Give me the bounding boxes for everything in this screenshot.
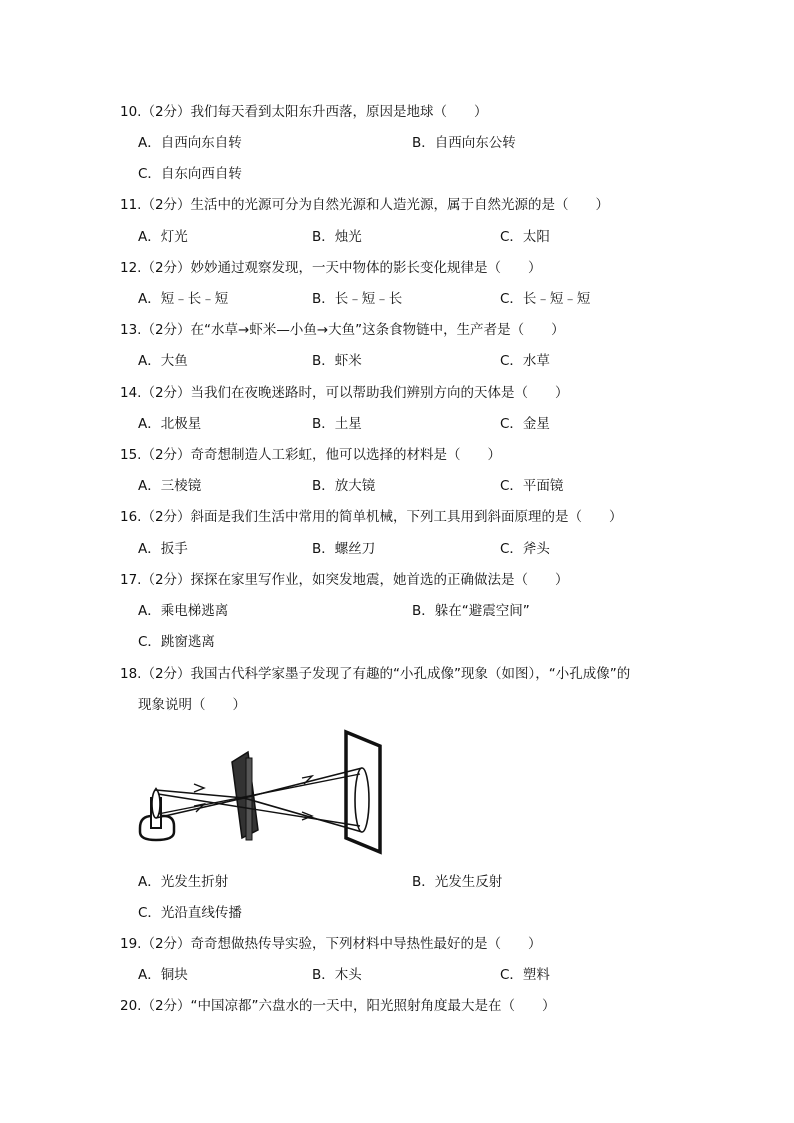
question-17-stem: 17.（2分）探探在家里写作业，如突发地震，她首选的正确做法是（ ） bbox=[120, 572, 569, 588]
question-16-option-a[interactable]: A．扳手 bbox=[138, 541, 188, 557]
question-16-option-b[interactable]: B．螺丝刀 bbox=[312, 541, 376, 557]
question-13-option-b[interactable]: B．虾米 bbox=[312, 353, 362, 369]
question-14-option-a[interactable]: A．北极星 bbox=[138, 416, 202, 432]
question-11-option-a[interactable]: A．灯光 bbox=[138, 229, 188, 245]
question-19-option-b[interactable]: B．木头 bbox=[312, 967, 362, 983]
question-18-option-a[interactable]: A．光发生折射 bbox=[138, 874, 229, 890]
question-17-option-b[interactable]: B．躲在“避震空间” bbox=[412, 603, 530, 619]
question-11-option-c[interactable]: C．太阳 bbox=[500, 229, 550, 245]
question-19-stem: 19.（2分）奇奇想做热传导实验，下列材料中导热性最好的是（ ） bbox=[120, 936, 542, 952]
light-cone-left bbox=[156, 790, 244, 818]
question-14-option-c[interactable]: C．金星 bbox=[500, 416, 550, 432]
question-12-option-a[interactable]: A．短﹣长﹣短 bbox=[138, 291, 229, 307]
question-15-option-b[interactable]: B．放大镜 bbox=[312, 478, 376, 494]
question-19-option-c[interactable]: C．塑料 bbox=[500, 967, 550, 983]
question-14-option-b[interactable]: B．土星 bbox=[312, 416, 362, 432]
question-12-stem: 12.（2分）妙妙通过观察发现，一天中物体的影长变化规律是（ ） bbox=[120, 260, 542, 276]
question-12-option-c[interactable]: C．长﹣短﹣短 bbox=[500, 291, 591, 307]
question-18-stem-line2: 现象说明（ ） bbox=[138, 697, 246, 713]
question-16-option-c[interactable]: C．斧头 bbox=[500, 541, 550, 557]
pinhole-imaging-figure bbox=[134, 728, 386, 858]
question-18-stem: 18.（2分）我国古代科学家墨子发现了有趣的“小孔成像”现象（如图），“小孔成像”的 bbox=[120, 666, 631, 682]
question-17-option-a[interactable]: A．乘电梯逃离 bbox=[138, 603, 229, 619]
question-15-stem: 15.（2分）奇奇想制造人工彩虹，他可以选择的材料是（ ） bbox=[120, 447, 502, 463]
question-16-stem: 16.（2分）斜面是我们生活中常用的简单机械，下列工具用到斜面原理的是（ ） bbox=[120, 509, 623, 525]
question-11-option-b[interactable]: B．烛光 bbox=[312, 229, 362, 245]
question-11-stem: 11.（2分）生活中的光源可分为自然光源和人造光源，属于自然光源的是（ ） bbox=[120, 197, 610, 213]
question-18-option-c[interactable]: C．光沿直线传播 bbox=[138, 905, 242, 921]
question-10-option-a[interactable]: A．自西向东自转 bbox=[138, 135, 242, 151]
arrow-icon bbox=[194, 784, 204, 792]
question-18-option-b[interactable]: B．光发生反射 bbox=[412, 874, 503, 890]
question-10-option-b[interactable]: B．自西向东公转 bbox=[412, 135, 516, 151]
question-10-option-c[interactable]: C．自东向西自转 bbox=[138, 166, 242, 182]
question-19-option-a[interactable]: A．铜块 bbox=[138, 967, 188, 983]
question-13-stem: 13.（2分）在“水草→虾米—小鱼→大鱼”这条食物链中，生产者是（ ） bbox=[120, 322, 565, 338]
question-17-option-c[interactable]: C．跳窗逃离 bbox=[138, 634, 215, 650]
question-14-stem: 14.（2分）当我们在夜晚迷路时，可以帮助我们辨别方向的天体是（ ） bbox=[120, 385, 569, 401]
ray-bottom bbox=[158, 774, 360, 814]
question-10-stem: 10.（2分）我们每天看到太阳东升西落，原因是地球（ ） bbox=[120, 104, 488, 120]
question-13-option-c[interactable]: C．水草 bbox=[500, 353, 550, 369]
question-12-option-b[interactable]: B．长﹣短﹣长 bbox=[312, 291, 403, 307]
question-20-stem: 20.（2分）“中国凉都”六盘水的一天中，阳光照射角度最大是在（ ） bbox=[120, 998, 556, 1014]
question-13-option-a[interactable]: A．大鱼 bbox=[138, 353, 188, 369]
question-15-option-a[interactable]: A．三棱镜 bbox=[138, 478, 202, 494]
screen-image-ellipse bbox=[355, 768, 369, 832]
question-15-option-c[interactable]: C．平面镜 bbox=[500, 478, 564, 494]
